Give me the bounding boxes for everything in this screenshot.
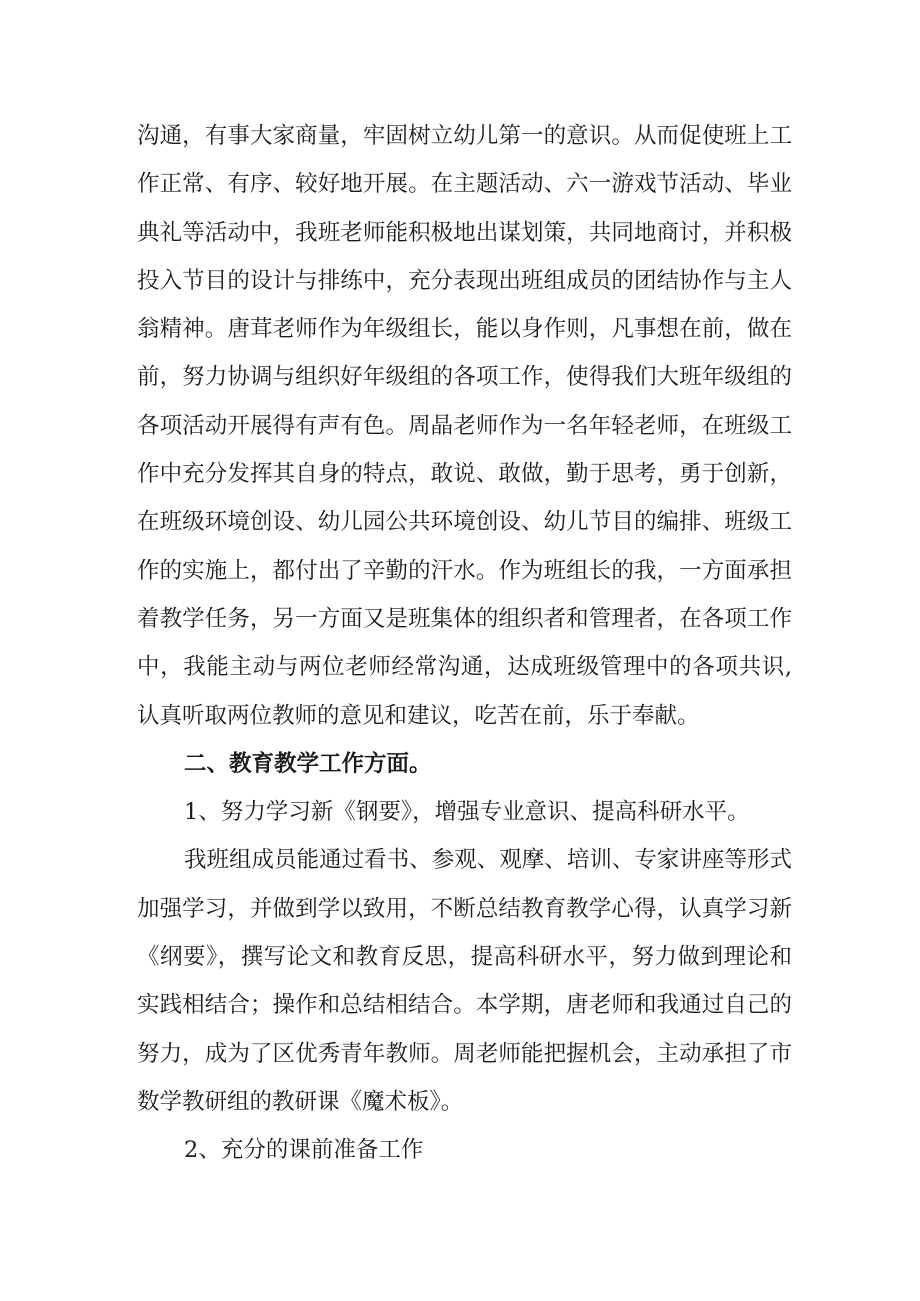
paragraph-study-outline-body: 我班组成员能通过看书、参观、观摩、培训、专家讲座等形式加强学习，并做到学以致用，不断总结教育教学心得，认真学习新《纲要》，撰写论文和教育反思，提高科研水平，努力做到理论和实践相结合；操作和总结相结合。本学期，唐老师和我通过自己的努力，成为了区优秀青年教师。周老师能把握机会，主动承担了市数学教研组的教研课《魔术板》。 [137, 847, 792, 1115]
item-title-study-outline: 1、努力学习新《钢要》，增强专业意识、提高科研水平。 [184, 799, 750, 826]
section-heading-education-teaching: 二、教育教学工作方面。 [184, 750, 432, 777]
document-body [137, 112, 792, 1175]
paragraph-team-cooperation: 沟通，有事大家商量，牢固树立幼儿第一的意识。从而促使班上工作正常、有序、较好地开展。在主题活动、六一游戏节活动、毕业典礼等活动中，我班老师能积极地出谋划策，共同地商讨，并积极投入节目的设计与排练中，充分表现出班组成员的团结协作与主人翁精神。唐茸老师作为年级组长，能以身作则，凡事想在前，做在前，努力协调与组织好年级组的各项工作，使得我们大班年级组的各项活动开展得有声有色。周晶老师作为一名年轻老师，在班级工作中充分发挥其自身的特点，敢说、敢做，勤于思考，勇于创新，在班级环境创设、幼儿园公共环境创设、幼儿节目的编排、班级工作的实施上，都付出了辛勤的汗水。作为班组长的我，一方面承担着教学任务，另一方面又是班集体的组织者和管理者，在各项工作中，我能主动与两位老师经常沟通，达成班级管理中的各项共识,认真听取两位教师的意见和建议，吃苦在前，乐于奉献。 [137, 123, 792, 729]
item-title-lesson-preparation: 2、充分的课前准备工作 [184, 1137, 424, 1164]
